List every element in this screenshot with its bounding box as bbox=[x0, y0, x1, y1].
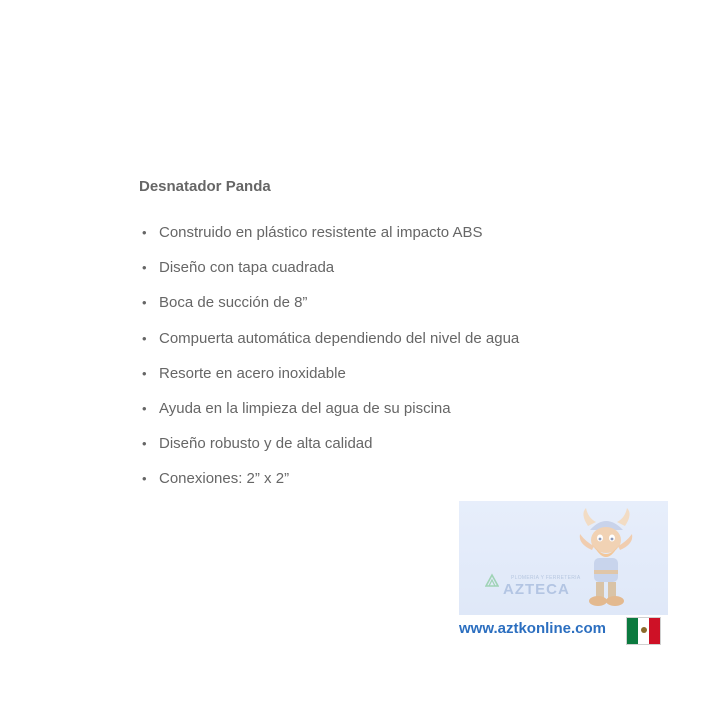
azteca-logo-icon bbox=[485, 573, 499, 587]
feature-text: Diseño robusto y de alta calidad bbox=[159, 435, 373, 453]
list-item bbox=[139, 468, 599, 503]
watermark-brand: AZTECA bbox=[503, 581, 570, 598]
list-item bbox=[139, 292, 599, 327]
list-item bbox=[139, 222, 599, 257]
bullet-icon: • bbox=[142, 260, 147, 276]
bullet-icon: • bbox=[142, 330, 147, 346]
watermark-tagline: PLOMERIA Y FERRETERIA bbox=[511, 575, 581, 581]
feature-text: Construido en plástico resistente al impacto ABS bbox=[159, 224, 483, 241]
watermark-banner bbox=[459, 501, 668, 615]
viking-mascot-icon bbox=[574, 504, 639, 613]
bullet-icon: • bbox=[142, 365, 147, 381]
feature-list bbox=[139, 222, 599, 504]
bullet-icon: • bbox=[142, 471, 147, 487]
list-item bbox=[139, 328, 599, 363]
feature-text: Ayuda en la limpieza del agua de su piscina bbox=[159, 399, 451, 417]
feature-text: Diseño con tapa cuadrada bbox=[159, 259, 335, 277]
feature-text: Conexiones: 2” x 2” bbox=[159, 470, 290, 488]
bullet-icon: • bbox=[142, 225, 147, 240]
product-description bbox=[139, 176, 599, 504]
product-title: Desnatador Panda bbox=[139, 178, 271, 195]
list-item bbox=[139, 398, 599, 433]
feature-text: Compuerta automática dependiendo del nivel de agua bbox=[159, 329, 520, 347]
list-item bbox=[139, 433, 599, 468]
list-item bbox=[139, 363, 599, 398]
feature-text: Resorte en acero inoxidable bbox=[159, 364, 346, 382]
bullet-icon: • bbox=[142, 400, 147, 416]
mexico-flag-icon bbox=[626, 617, 661, 645]
bullet-icon: • bbox=[142, 436, 147, 452]
feature-text: Boca de succión de 8” bbox=[159, 294, 308, 312]
site-footer bbox=[459, 617, 668, 647]
site-url-link[interactable]: www.aztkonline.com bbox=[459, 620, 606, 637]
bullet-icon: • bbox=[142, 295, 147, 311]
list-item bbox=[139, 257, 599, 292]
